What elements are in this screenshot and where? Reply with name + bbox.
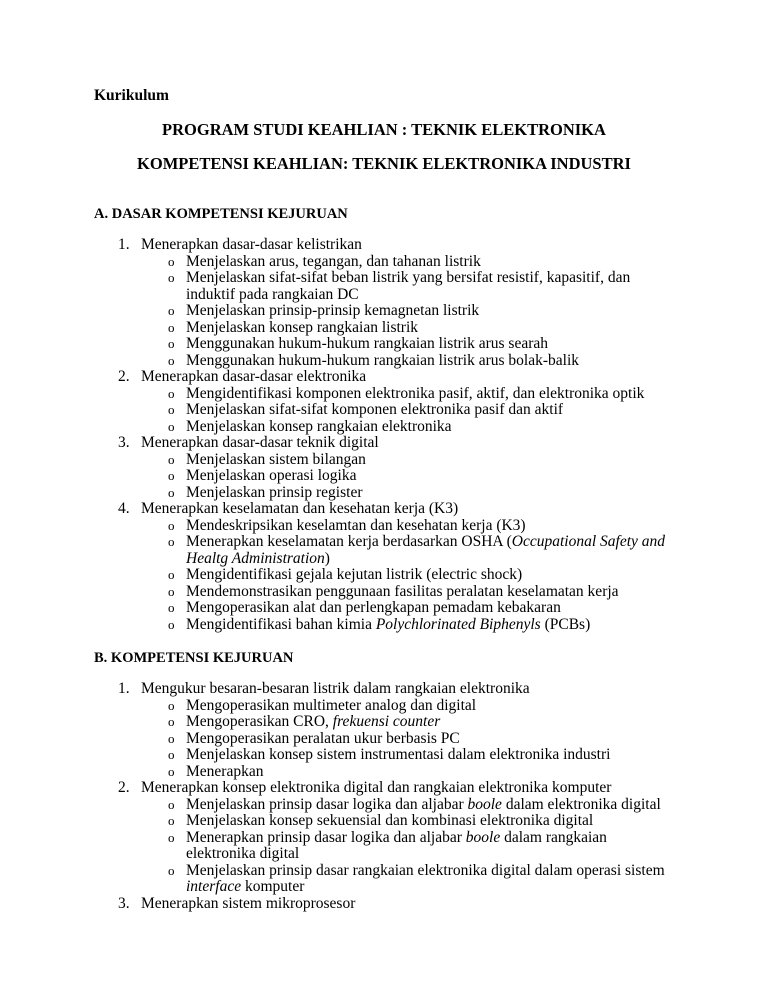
bullet-icon: o bbox=[168, 583, 175, 599]
bullet-icon: o bbox=[168, 517, 175, 533]
sub-list-item-text: Menjelaskan sifat-sifat beban listrik yang bersifat resistif, kapasitif, dan induktif pada rangkaian DC bbox=[186, 269, 631, 303]
list-item-number: 1. bbox=[118, 680, 130, 697]
sub-list-item bbox=[0, 386, 768, 403]
sub-list-item bbox=[0, 863, 768, 896]
list-item-number: 3. bbox=[118, 894, 130, 912]
bullet-icon: o bbox=[168, 600, 175, 615]
bullet-icon: o bbox=[168, 534, 175, 549]
bullet-icon: o bbox=[168, 303, 175, 318]
sub-list-item bbox=[0, 584, 768, 601]
bullet-icon: o bbox=[168, 697, 175, 713]
list-item-text: Menerapkan sistem mikroprosesor bbox=[141, 894, 356, 912]
bullet-icon: o bbox=[168, 813, 175, 828]
sub-list-item bbox=[0, 617, 768, 634]
section-a-heading: A. DASAR KOMPETENSI KEJURUAN bbox=[94, 206, 348, 222]
list-item-number: 2. bbox=[118, 368, 130, 385]
italic-term: Occupational Safety and Healtg Administration bbox=[186, 533, 666, 567]
sub-list-item-text: Mengoperasikan multimeter analog dan digital bbox=[186, 696, 477, 714]
italic-term: Polychlorinated Biphenyls bbox=[375, 615, 541, 633]
italic-term: interface bbox=[186, 878, 242, 895]
list-item bbox=[0, 681, 768, 698]
bullet-icon: o bbox=[168, 730, 175, 746]
doc-label: Kurikulum bbox=[94, 87, 169, 104]
sub-list-item bbox=[0, 813, 768, 830]
bullet-icon: o bbox=[168, 319, 175, 335]
sub-list-item bbox=[0, 402, 768, 419]
sub-list-item bbox=[0, 714, 768, 731]
sub-list-item-text: Mengoperasikan peralatan ukur berbasis PC bbox=[186, 729, 460, 747]
sub-list-item-text: Menerapkan prinsip dasar logika dan aljabar boole dalam rangkaian elektronika digital bbox=[186, 828, 607, 862]
sub-list-item-text: Menjelaskan konsep sekuensial dan kombinasi elektronika digital bbox=[186, 812, 594, 829]
bullet-icon: o bbox=[168, 796, 175, 812]
list-item-text: Mengukur besaran-besaran listrik dalam rangkaian elektronika bbox=[141, 680, 530, 697]
bullet-icon: o bbox=[168, 336, 175, 351]
sub-list-item-text: Menggunakan hukum-hukum rangkaian listrik arus searah bbox=[186, 335, 549, 352]
sub-list-item-text: Mengidentifikasi komponen elektronika pasif, aktif, dan elektronika optik bbox=[186, 384, 645, 402]
list-item bbox=[0, 780, 768, 797]
bullet-icon: o bbox=[168, 385, 175, 401]
section-b-list bbox=[0, 681, 768, 912]
sub-list-item-text: Menjelaskan arus, tegangan, dan tahanan listrik bbox=[186, 252, 481, 270]
sub-list-item bbox=[0, 353, 768, 370]
list-item bbox=[0, 369, 768, 386]
list-item-number: 2. bbox=[118, 779, 130, 796]
sub-list-item bbox=[0, 303, 768, 320]
list-item-number: 4. bbox=[118, 500, 130, 517]
list-item-text: Menerapkan keselamatan dan kesehatan kerja (K3) bbox=[141, 500, 459, 517]
italic-term: frekuensi counter bbox=[332, 713, 441, 730]
sub-list-item-text: Menjelaskan konsep sistem instrumentasi dalam elektronika industri bbox=[186, 746, 611, 763]
sub-list-item-text: Mendeskripsikan keselamtan dan kesehatan kerja (K3) bbox=[186, 516, 526, 534]
bullet-icon: o bbox=[168, 484, 175, 500]
sub-list-item-text: Menjelaskan prinsip dasar rangkaian elektronika digital dalam operasi sistem interface komputer bbox=[186, 861, 665, 895]
sub-list-item bbox=[0, 747, 768, 764]
sub-list-item bbox=[0, 485, 768, 502]
sub-list-item-text: Mendemonstrasikan penggunaan fasilitas peralatan keselamatan kerja bbox=[186, 582, 619, 600]
bullet-icon: o bbox=[168, 567, 175, 582]
list-item-text: Menerapkan dasar-dasar elektronika bbox=[141, 368, 367, 385]
sub-list-item-text: Menjelaskan prinsip dasar logika dan aljabar boole dalam elektronika digital bbox=[186, 795, 661, 813]
bullet-icon: o bbox=[168, 763, 175, 779]
sub-list-item bbox=[0, 600, 768, 617]
sub-list-item-text: Mengidentifikasi gejala kejutan listrik (electric shock) bbox=[186, 566, 523, 583]
sub-list-item bbox=[0, 698, 768, 715]
list-item-number: 3. bbox=[118, 434, 130, 451]
sub-list-item bbox=[0, 270, 768, 303]
section-b-heading: B. KOMPETENSI KEJURUAN bbox=[94, 650, 294, 666]
italic-term: boole bbox=[467, 795, 502, 813]
sub-list-item-text: Menjelaskan konsep rangkaian listrik bbox=[186, 318, 419, 336]
sub-list-item-text: Menjelaskan sifat-sifat komponen elektronika pasif dan aktif bbox=[186, 401, 564, 418]
bullet-icon: o bbox=[168, 270, 175, 285]
bullet-icon: o bbox=[168, 616, 175, 632]
doc-title-program: PROGRAM STUDI KEAHLIAN : TEKNIK ELEKTRONIKA bbox=[162, 120, 606, 139]
bullet-icon: o bbox=[168, 747, 175, 762]
sub-list-item-text: Mengidentifikasi bahan kimia Polychlorinated Biphenyls (PCBs) bbox=[186, 615, 591, 633]
list-item bbox=[0, 896, 768, 913]
sub-list-item bbox=[0, 320, 768, 337]
bullet-icon: o bbox=[168, 402, 175, 417]
sub-list-item-text: Menjelaskan operasi logika bbox=[186, 467, 357, 484]
sub-list-item-text: Menjelaskan sistem bilangan bbox=[186, 450, 366, 468]
sub-list-item bbox=[0, 797, 768, 814]
sub-list-item-text: Menjelaskan konsep rangkaian elektronika bbox=[186, 417, 452, 435]
list-item-text: Menerapkan dasar-dasar kelistrikan bbox=[141, 236, 362, 253]
sub-list-item bbox=[0, 567, 768, 584]
sub-list-item-text: Menerapkan keselamatan kerja berdasarkan OSHA (Occupational Safety and Healtg Administration) bbox=[186, 533, 666, 567]
sub-list-item bbox=[0, 764, 768, 781]
bullet-icon: o bbox=[168, 714, 175, 729]
bullet-icon: o bbox=[168, 862, 175, 878]
section-a-list bbox=[0, 237, 768, 633]
list-item bbox=[0, 501, 768, 518]
sub-list-item bbox=[0, 534, 768, 567]
sub-list-item-text: Menjelaskan prinsip register bbox=[186, 483, 363, 501]
sub-list-item bbox=[0, 419, 768, 436]
sub-list-item-text: Mengoperasikan CRO, frekuensi counter bbox=[186, 713, 441, 730]
bullet-icon: o bbox=[168, 253, 175, 269]
sub-list-item-text: Menggunakan hukum-hukum rangkaian listrik arus bolak-balik bbox=[186, 351, 580, 369]
bullet-icon: o bbox=[168, 418, 175, 434]
bullet-icon: o bbox=[168, 352, 175, 368]
list-item-number: 1. bbox=[118, 236, 130, 253]
sub-list-item bbox=[0, 518, 768, 535]
bullet-icon: o bbox=[168, 451, 175, 467]
sub-list-item-text: Menerapkan bbox=[186, 762, 264, 780]
sub-list-item bbox=[0, 468, 768, 485]
sub-list-item bbox=[0, 830, 768, 863]
sub-list-item bbox=[0, 452, 768, 469]
list-item bbox=[0, 435, 768, 452]
sub-list-item-text: Mengoperasikan alat dan perlengkapan pemadam kebakaran bbox=[186, 599, 561, 616]
sub-list-item-text: Menjelaskan prinsip-prinsip kemagnetan listrik bbox=[186, 302, 480, 319]
bullet-icon: o bbox=[168, 829, 175, 845]
doc-title-kompetensi: KOMPETENSI KEAHLIAN: TEKNIK ELEKTRONIKA INDUSTRI bbox=[137, 154, 631, 173]
sub-list-item bbox=[0, 336, 768, 353]
sub-list-item bbox=[0, 731, 768, 748]
list-item bbox=[0, 237, 768, 254]
list-item-text: Menerapkan dasar-dasar teknik digital bbox=[141, 434, 379, 451]
sub-list-item bbox=[0, 254, 768, 271]
bullet-icon: o bbox=[168, 468, 175, 483]
list-item-text: Menerapkan konsep elektronika digital dan rangkaian elektronika komputer bbox=[141, 779, 612, 796]
italic-term: boole bbox=[465, 828, 501, 846]
